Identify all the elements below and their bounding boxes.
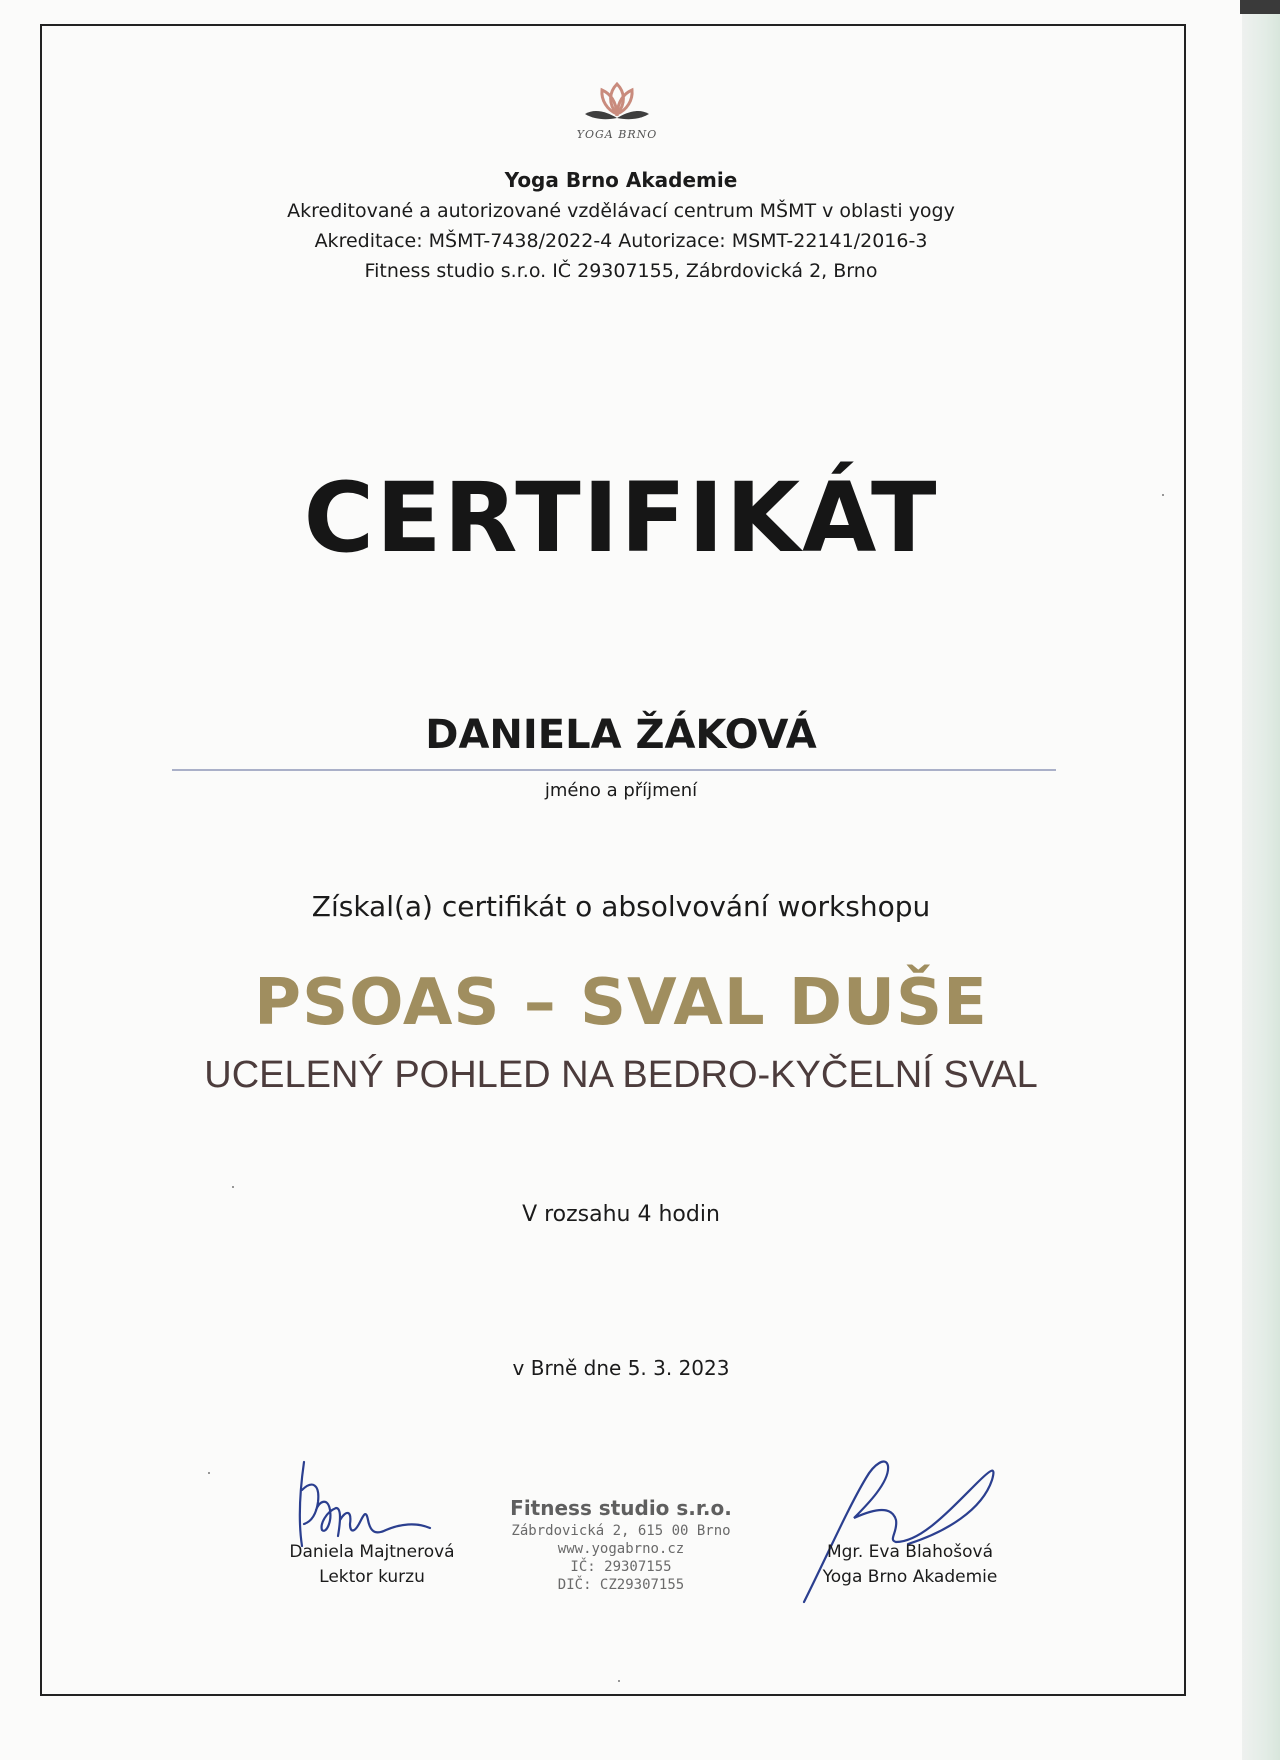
accreditation-line: Akreditované a autorizované vzdělávací centrum MŠMT v oblasti yogy — [287, 200, 955, 222]
director-name: Mgr. Eva Blahošová — [826, 1542, 994, 1562]
scan-speck — [232, 1186, 234, 1188]
stamp-website: www.yogabrno.cz — [557, 1541, 685, 1557]
yoga-brno-logo — [571, 74, 663, 144]
course-subtitle: UCELENÝ POHLED NA BEDRO-KYČELNÍ SVAL — [204, 1054, 1038, 1096]
scan-speck — [618, 1680, 620, 1682]
stamp-company-name: Fitness studio s.r.o. — [510, 1496, 732, 1520]
certificate-title: CERTIFIKÁT — [303, 462, 939, 574]
completion-statement: Získal(a) certifikát o absolvování workshopu — [311, 890, 931, 923]
name-underline — [172, 769, 1056, 771]
logo-wordmark: YOGA BRNO — [576, 128, 658, 141]
director-role: Yoga Brno Akademie — [822, 1567, 998, 1587]
stamp-address: Zábrdovická 2, 615 00 Brno — [511, 1523, 731, 1539]
stamp-company-id: IČ: 29307155 — [570, 1559, 672, 1575]
organization-name: Yoga Brno Akademie — [504, 168, 738, 192]
name-caption: jméno a příjmení — [544, 780, 698, 801]
recipient-name: DANIELA ŽÁKOVÁ — [425, 712, 817, 758]
lecturer-name: Daniela Majtnerová — [289, 1542, 455, 1562]
place-and-date: v Brně dne 5. 3. 2023 — [512, 1356, 730, 1380]
scan-margin — [1242, 14, 1280, 1760]
company-address: Fitness studio s.r.o. IČ 29307155, Zábrdovická 2, Brno — [364, 260, 878, 282]
course-duration: V rozsahu 4 hodin — [522, 1202, 720, 1227]
lecturer-role: Lektor kurzu — [319, 1567, 425, 1587]
scan-edge — [1240, 0, 1280, 14]
accreditation-numbers: Akreditace: MŠMT-7438/2022-4 Autorizace: MSMT-22141/2016-3 — [314, 230, 928, 252]
stamp-vat-id: DIČ: CZ29307155 — [557, 1577, 685, 1593]
director-signature-block — [790, 1540, 1030, 1590]
company-stamp — [470, 1496, 772, 1594]
course-title: PSOAS – SVAL DUŠE — [254, 966, 988, 1040]
scan-speck — [208, 1472, 210, 1474]
lotus-icon — [571, 74, 663, 130]
lecturer-signature-block — [262, 1540, 482, 1590]
scan-speck — [1162, 494, 1164, 496]
